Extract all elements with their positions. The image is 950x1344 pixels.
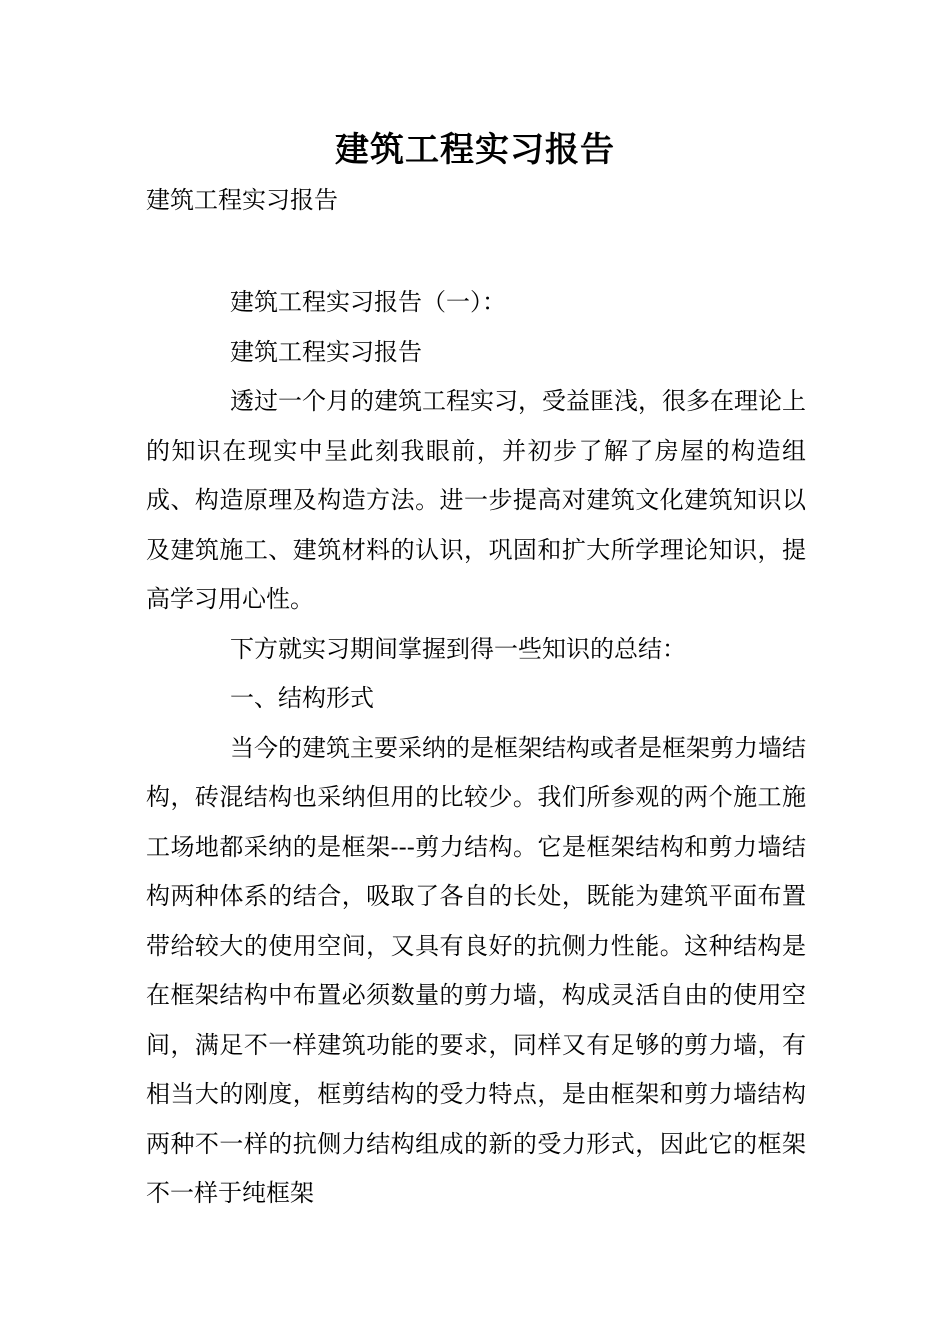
report-subheading: 建筑工程实习报告	[230, 337, 422, 366]
document-title: 建筑工程实习报告	[335, 130, 615, 170]
section-heading-structure: 一、结构形式	[230, 684, 374, 712]
report-heading: 建筑工程实习报告（一）：	[230, 288, 506, 316]
intro-paragraph: 透过一个月的建筑工程实习，受益匪浅，很多在理论上的知识在现实中呈此刻我眼前，并初步了解了房屋的构造组成、构造原理及构造方法。进一步提高对建筑文化建筑知识以及建筑施工、建筑材料的认识，巩固和扩大所学理论知识，提高学习用心性。	[146, 387, 806, 613]
document-subtitle: 建筑工程实习报告	[146, 186, 338, 214]
document-body	[146, 278, 806, 1219]
structure-paragraph: 当今的建筑主要采纳的是框架结构或者是框架剪力墙结构，砖混结构也采纳但用的比较少。我们所参观的两个施工施工场地都采纳的是框架---剪力结构。它是框架结构和剪力墙结构两种体系的结合，吸取了各自的长处，既能为建筑平面布置带给较大的使用空间，又具有良好的抗侧力性能。这种结构是在框架结构中布置必须数量的剪力墙，构成灵活自由的使用空间，满足不一样建筑功能的要求，同样又有足够的剪力墙，有相当大的刚度，框剪结构的受力特点，是由框架和剪力墙结构两种不一样的抗侧力结构组成的新的受力形式，因此它的框架不一样于纯框架	[146, 733, 806, 1207]
summary-lead: 下方就实习期间掌握到得一些知识的总结：	[230, 634, 686, 663]
